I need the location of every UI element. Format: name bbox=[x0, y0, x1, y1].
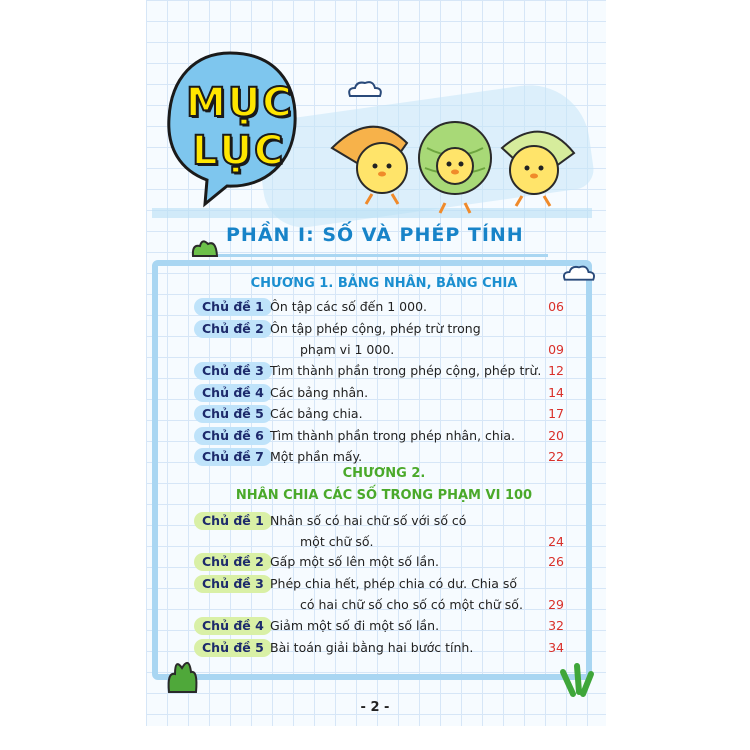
chapter-1-title: CHƯƠNG 1. BẢNG NHÂN, BẢNG CHIA bbox=[250, 276, 518, 291]
footer-page-number: - 2 - bbox=[360, 700, 390, 715]
topic-badge: Chủ đề 1 bbox=[194, 298, 272, 316]
part-underline bbox=[218, 254, 548, 257]
topic-text-continued: một chữ số. bbox=[300, 534, 374, 549]
topic-badge: Chủ đề 3 bbox=[194, 575, 272, 593]
topic-text: Ôn tập phép cộng, phép trừ trong bbox=[270, 321, 481, 336]
cloud-icon bbox=[345, 78, 385, 100]
page-number: 24 bbox=[548, 534, 564, 549]
topic-badge: Chủ đề 5 bbox=[194, 405, 272, 423]
page-number: 20 bbox=[548, 428, 564, 443]
topic-text: Các bảng chia. bbox=[270, 406, 363, 421]
title-line-1: MỤC bbox=[186, 80, 294, 126]
page-number: 12 bbox=[548, 363, 564, 378]
topic-text: Ôn tập các số đến 1 000. bbox=[270, 299, 427, 314]
topic-badge: Chủ đề 2 bbox=[194, 553, 272, 571]
topic-text-continued: có hai chữ số cho số có một chữ số. bbox=[300, 597, 523, 612]
chapter-2-subtitle: NHÂN CHIA CÁC SỐ TRONG PHẠM VI 100 bbox=[235, 488, 533, 503]
topic-text: Phép chia hết, phép chia có dư. Chia số bbox=[270, 576, 517, 591]
topic-text: Một phần mấy. bbox=[270, 449, 363, 464]
page-number: 32 bbox=[548, 618, 564, 633]
page-number: 06 bbox=[548, 299, 564, 314]
page-number: 22 bbox=[548, 449, 564, 464]
topic-badge: Chủ đề 4 bbox=[194, 617, 272, 635]
melon-chicks-illustration bbox=[322, 108, 582, 218]
page-number: 26 bbox=[548, 554, 564, 569]
page-number: 29 bbox=[548, 597, 564, 612]
grass-icon bbox=[165, 654, 199, 694]
topic-text-continued: phạm vi 1 000. bbox=[300, 342, 395, 357]
topic-badge: Chủ đề 3 bbox=[194, 362, 272, 380]
topic-badge: Chủ đề 5 bbox=[194, 639, 272, 657]
topic-text: Tìm thành phần trong phép nhân, chia. bbox=[270, 428, 515, 443]
topic-text: Bài toán giải bằng hai bước tính. bbox=[270, 640, 474, 655]
topic-text: Giảm một số đi một số lần. bbox=[270, 618, 440, 633]
topic-text: Các bảng nhân. bbox=[270, 385, 369, 400]
topic-text: Tìm thành phần trong phép cộng, phép trừ. bbox=[270, 363, 542, 378]
topic-text: Gấp một số lên một số lần. bbox=[270, 554, 440, 569]
sprout-icon bbox=[555, 662, 595, 700]
part-title: PHẦN I: SỐ VÀ PHÉP TÍNH bbox=[226, 224, 524, 246]
topic-badge: Chủ đề 7 bbox=[194, 448, 272, 466]
topic-badge: Chủ đề 6 bbox=[194, 427, 272, 445]
topic-text: Nhân số có hai chữ số với số có bbox=[270, 513, 467, 528]
page-number: 34 bbox=[548, 640, 564, 655]
bush-icon bbox=[190, 236, 220, 258]
title-line-2: LỤC bbox=[192, 128, 286, 174]
topic-badge: Chủ đề 2 bbox=[194, 320, 272, 338]
topic-badge: Chủ đề 1 bbox=[194, 512, 272, 530]
page-number: 09 bbox=[548, 342, 564, 357]
page-number: 14 bbox=[548, 385, 564, 400]
page-number: 17 bbox=[548, 406, 564, 421]
topic-badge: Chủ đề 4 bbox=[194, 384, 272, 402]
chapter-2-title: CHƯƠNG 2. bbox=[342, 466, 426, 481]
